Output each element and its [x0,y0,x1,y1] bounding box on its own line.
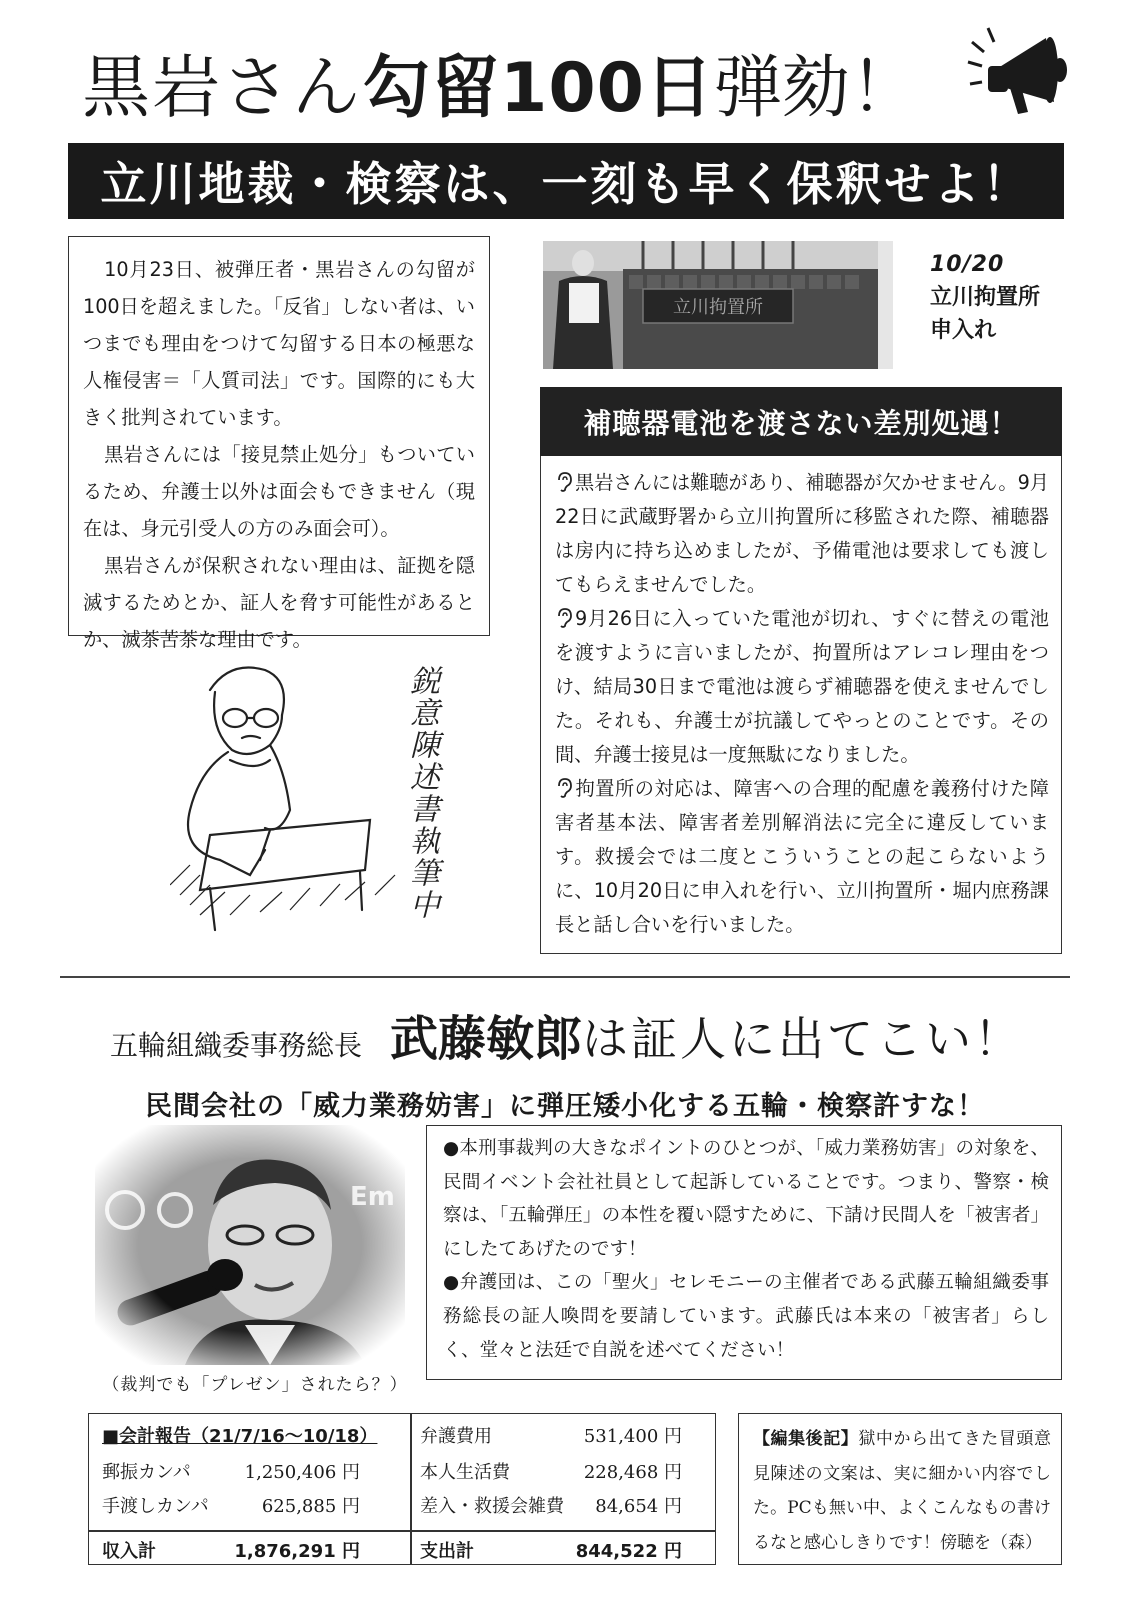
editor-note-text [753,1422,1051,1560]
editor-note [738,1413,1062,1565]
intro-paragraph-2: 黒岩さんには「接見禁止処分」もついているため、弁護士以外は面会もできません（現在は、身元引受人の方のみ面会可）。 [83,443,475,540]
hearing-aid-heading-text: 補聴器電池を渡さない差別処遇！ [583,406,1019,440]
muto-photo [95,1125,405,1365]
income-label: 手渡しカンパ [102,1496,209,1517]
accounts-column-divider [410,1413,412,1565]
muto-paragraph-1: ●本刑事裁判の大きなポイントのひとつが、「威力業務妨害」の対象を、民間イベント会社社員として起訴していることです。つまり、警察・検察は、「五輪弾圧」の本性を覆い隠すために、下請け民間人を「被害者」にしたてあげたのです！ [443,1138,1049,1260]
section-divider [60,976,1070,978]
visit-date: 10/20 [930,252,1005,277]
subtitle-text: 立川地裁・検察は、一刻も早く保釈せよ！ [100,157,1032,211]
title-part-2: 勾留100日 [362,49,714,128]
expense-row [420,1492,682,1518]
muto-subheadline: 民間会社の「威力業務妨害」に弾圧矮小化する五輪・検察許すな！ [145,1091,985,1122]
ear-icon [555,472,573,492]
muto-paragraph-2: ●弁護団は、この「聖火」セレモニーの主催者である武藤五輪組織委事務総長の証人喚問を要請しています。武藤氏は本来の「被害者」らしく、堂々と法廷で自説を述べてください！ [443,1272,1049,1361]
writing-sketch-illustration [170,660,500,955]
income-label: 郵振カンパ [102,1462,191,1483]
expense-amount: 531,400 円 [583,1426,682,1447]
hearing-aid-paragraph-2 [555,602,1049,772]
expense-total-amount: 844,522 円 [575,1541,682,1562]
muto-suffix: は証人に出てこい！ [582,1012,1024,1066]
expense-total-row [420,1537,682,1563]
ear-icon [555,608,573,628]
income-row [102,1458,360,1484]
muto-name: 武藤敏郎 [390,1011,583,1067]
visit-place: 立川拘置所 [930,285,1041,310]
expense-label: 弁護費用 [420,1426,492,1447]
title-part-3: 弾劾！ [713,49,918,128]
expense-total-label: 支出計 [420,1541,474,1562]
expense-amount: 84,654 円 [595,1496,682,1517]
hearing-aid-paragraph-1 [555,466,1049,602]
hearing-aid-paragraph-3 [555,772,1049,942]
title-part-1: 黒岩さん [82,49,363,128]
megaphone-icon [958,22,1076,126]
detention-center-photo [543,241,893,369]
intro-article [68,236,490,651]
editor-note-heading: 【編集後記】 [753,1429,859,1449]
intro-paragraph-3: 黒岩さんが保釈されない理由は、証拠を隠滅するためとか、証人を脅す可能性があるとか、滅茶苦茶な理由です。 [83,554,475,651]
visit-caption [930,248,1070,347]
ear-icon [555,778,573,798]
muto-article [426,1125,1062,1380]
income-amount: 625,885 円 [261,1496,360,1517]
income-row [102,1492,360,1518]
hearing-aid-heading [540,387,1062,456]
page-title [60,34,940,128]
intro-paragraph-1: 10月23日、被弾圧者・黒岩さんの勾留が100日を超えました。「反省」しない者は、いつまでも理由をつけて勾留する日本の極悪な人権侵害＝「人質司法」です。国際的にも大きく批判されています。 [83,258,475,429]
expense-row [420,1422,682,1448]
hearing-aid-article [540,456,1062,954]
expense-label: 本人生活費 [420,1462,510,1483]
editor-note-body: 獄中から出てきた冒頭意見陳述の文案は、実に細かい内容でした。PCも無い中、よくこんなもの書けるなと感心しきりです！傍聴を（森） [753,1429,1051,1553]
muto-headline [110,1000,1040,1070]
income-total-row [102,1537,360,1563]
sign-text: 立川拘置所 [673,297,763,318]
hearing-aid-paragraph-1-text: 黒岩さんには難聴があり、補聴器が欠かせません。9月22日に武蔵野署から立川拘置所に移監された際、補聴器は房内に持ち込めましたが、予備電池は要求しても渡してもらえませんでした。 [555,471,1049,596]
visit-action: 申入れ [930,318,997,343]
hearing-aid-paragraph-3-text: 拘置所の対応は、障害への合理的配慮を義務付けた障害者基本法、障害者差別解消法に完全に違反しています。救援会では二度とこういうことの起こらないように、10月20日に申入れを行い、立川拘置所・堀内庶務課長と話し合いを行いました。 [555,777,1049,936]
accounts-heading-row [102,1422,402,1448]
subtitle-banner [68,143,1064,219]
expense-amount: 228,468 円 [583,1462,682,1483]
accounts-heading: ■会計報告（21/7/16〜10/18） [102,1426,378,1447]
accounts-total-line [88,1530,716,1532]
income-amount: 1,250,406 円 [244,1462,360,1483]
expense-row [420,1458,682,1484]
income-total-label: 収入計 [102,1541,156,1562]
hearing-aid-paragraph-2-text: 9月26日に入っていた電池が切れ、すぐに替えの電池を渡すように言いましたが、拘置所はアレコレ理由をつけ、結局30日まで電池は渡らず補聴器を使えませんでした。それも、弁護士が抗議してやっとのことです。その間、弁護士接見は一度無駄になりました。 [555,607,1049,766]
muto-photo-caption: （裁判でも「プレゼン」されたら？） [102,1375,408,1395]
expense-label: 差入・救援会雑費 [420,1496,564,1517]
income-total-amount: 1,876,291 円 [234,1541,360,1562]
sketch-vertical-caption: 鋭意陳述書執筆中 [404,665,439,921]
muto-prefix: 五輪組織委事務総長 [110,1029,363,1062]
